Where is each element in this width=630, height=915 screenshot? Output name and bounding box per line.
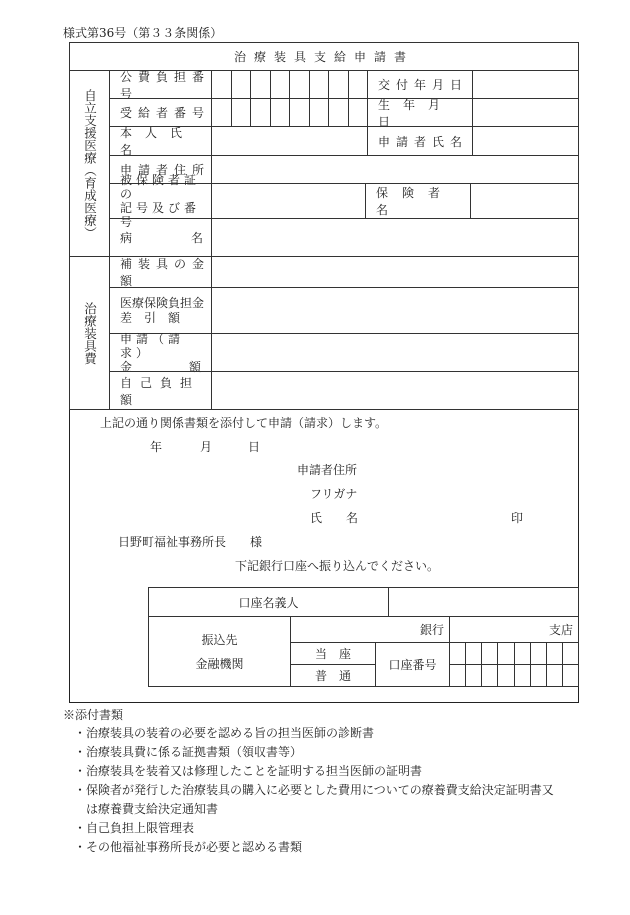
digit-box[interactable] (309, 70, 330, 99)
attachment-item: ・治療装具の装着の必要を認める旨の担当医師の診断書 (74, 726, 375, 740)
label-text: 受給者番号 (120, 106, 211, 120)
self-pay-label (109, 371, 212, 410)
label-text: 当 座 (314, 647, 351, 661)
applicant-address-sign-label: 申請者住所 (297, 463, 358, 477)
label-line: 振込先 (201, 632, 238, 647)
digit-box[interactable] (481, 642, 498, 665)
label-line: 医療保険負担金 (120, 295, 205, 310)
date-day: 日 (248, 440, 261, 454)
digit-box[interactable] (328, 70, 349, 99)
insurance-card-input[interactable] (211, 183, 366, 219)
digit-box[interactable] (231, 98, 252, 127)
digit-box[interactable] (546, 642, 563, 665)
person-name-input[interactable] (211, 126, 368, 156)
device-amount-label (109, 256, 212, 288)
digit-box[interactable] (289, 98, 310, 127)
section2-label: 治療装具費 (82, 301, 98, 365)
public-burden-no-input[interactable] (211, 70, 368, 99)
label-text: 金 (120, 359, 133, 374)
digit-box[interactable] (514, 664, 531, 687)
recipient-no-label (109, 98, 212, 127)
digit-box[interactable] (270, 70, 291, 99)
digit-box[interactable] (497, 642, 514, 665)
label-text: 申請者住所 (120, 163, 211, 177)
transfer-destination-label (148, 616, 291, 687)
attachments-list (74, 724, 554, 857)
digit-box[interactable] (465, 642, 482, 665)
disease-name-label (109, 218, 212, 257)
section1-label: 自立支援医療（育成医療） (82, 88, 98, 239)
attachment-item: ・保険者が発行した治療装具の購入に必要とした費用についての療養費支給決定証明書又 (74, 783, 554, 797)
form-number: 様式第36号（第３３条関係） (63, 26, 223, 40)
claim-amount-input[interactable] (211, 333, 579, 372)
digit-box[interactable] (289, 70, 310, 99)
label-line: 記号及び番号 (120, 201, 201, 229)
birth-date-label (367, 98, 473, 127)
checking-option[interactable] (290, 642, 376, 665)
section1-label-cell (69, 70, 110, 257)
insurance-card-label (109, 173, 212, 229)
digit-box[interactable] (309, 98, 330, 127)
label-text: 口座番号 (388, 658, 437, 672)
branch-suffix: 支店 (548, 623, 573, 637)
public-burden-no-label (109, 70, 212, 99)
digit-box[interactable] (211, 70, 232, 99)
bank-suffix: 銀行 (419, 623, 444, 637)
digit-box[interactable] (348, 70, 369, 99)
label-text: 自己負担額 (120, 375, 201, 407)
account-holder-label (148, 587, 389, 617)
digit-box[interactable] (530, 664, 547, 687)
savings-option[interactable] (290, 664, 376, 687)
account-no-label (375, 642, 450, 687)
digit-box[interactable] (514, 642, 531, 665)
addressee: 日野町福祉事務所長 様 (118, 535, 263, 549)
digit-box[interactable] (270, 98, 291, 127)
label-text: 補装具の金額 (120, 257, 211, 288)
attachment-item: は療養費支給決定通知書 (86, 802, 219, 816)
label-line: 金融機関 (195, 656, 244, 671)
digit-box[interactable] (250, 98, 271, 127)
digit-box[interactable] (562, 642, 579, 665)
label-text: 額 (188, 359, 201, 374)
declaration-statement: 上記の通り関係書類を添付して申請（請求）します。 (100, 416, 388, 430)
digit-box[interactable] (562, 664, 579, 687)
device-amount-input[interactable] (211, 256, 579, 288)
self-pay-input[interactable] (211, 371, 579, 410)
insurer-name-label (365, 183, 471, 219)
title-text: 治療装具支給申請書 (233, 50, 414, 64)
label-text: 申請者氏名 (378, 134, 469, 149)
digit-box[interactable] (497, 664, 514, 687)
account-no-input[interactable] (449, 642, 579, 687)
attachment-item: ・その他福祉事務所長が必要と認める書類 (74, 840, 303, 854)
recipient-no-input[interactable] (211, 98, 368, 127)
person-name-label (109, 126, 212, 156)
digit-box[interactable] (328, 98, 349, 127)
attachment-item: ・治療装具を装着又は修理したことを証明する担当医師の証明書 (74, 764, 423, 778)
date-month: 月 (200, 440, 213, 454)
digit-box[interactable] (449, 664, 466, 687)
furigana-label: フリガナ (310, 487, 358, 501)
digit-box[interactable] (231, 70, 252, 99)
attachments-heading: ※添付書類 (63, 708, 124, 722)
bank-name-input[interactable] (290, 616, 450, 643)
digit-box[interactable] (449, 642, 466, 665)
label-text: 名 (190, 231, 203, 245)
disease-name-input[interactable] (211, 218, 579, 257)
name-sign-label: 氏 名 (310, 511, 359, 525)
digit-box[interactable] (530, 642, 547, 665)
birth-date-input[interactable] (472, 98, 579, 127)
digit-box[interactable] (546, 664, 563, 687)
transfer-note: 下記銀行口座へ振り込んでください。 (235, 559, 440, 573)
date-year: 年 (150, 440, 163, 454)
label-line: 申請（請求） (120, 331, 185, 360)
deduction-label (109, 287, 212, 334)
section2-label-cell (69, 256, 110, 410)
label-text: 普 通 (314, 669, 351, 683)
insurer-name-input[interactable] (470, 183, 579, 219)
label-text: 交付年月日 (378, 78, 469, 92)
deduction-input[interactable] (211, 287, 579, 334)
label-text: 生年月日 (378, 97, 454, 129)
branch-name-input[interactable] (449, 616, 579, 643)
digit-box[interactable] (465, 664, 482, 687)
digit-box[interactable] (250, 70, 271, 99)
seal-mark: 印 (511, 511, 524, 525)
label-line: 差 引 額 (120, 310, 181, 325)
label-text: 公費負担番号 (120, 69, 211, 101)
label-text: 本人氏名 (120, 126, 196, 157)
label-text: 口座名義人 (238, 595, 299, 610)
digit-box[interactable] (211, 98, 232, 127)
applicant-address-input[interactable] (211, 155, 579, 184)
digit-box[interactable] (348, 98, 369, 127)
label-text: 保険者名 (376, 186, 455, 217)
issue-date-input[interactable] (472, 70, 579, 99)
attachment-item: ・治療装具費に係る証拠書類（領収書等） (74, 745, 303, 759)
attachment-item: ・自己負担上限管理表 (74, 821, 195, 835)
claim-amount-label (109, 333, 212, 372)
label-text: 病 (120, 231, 133, 245)
digit-box[interactable] (481, 664, 498, 687)
label-line: 被保険者証の (120, 173, 201, 201)
applicant-name-input[interactable] (472, 126, 579, 156)
account-holder-input[interactable] (388, 587, 579, 617)
applicant-name-label (367, 126, 473, 156)
